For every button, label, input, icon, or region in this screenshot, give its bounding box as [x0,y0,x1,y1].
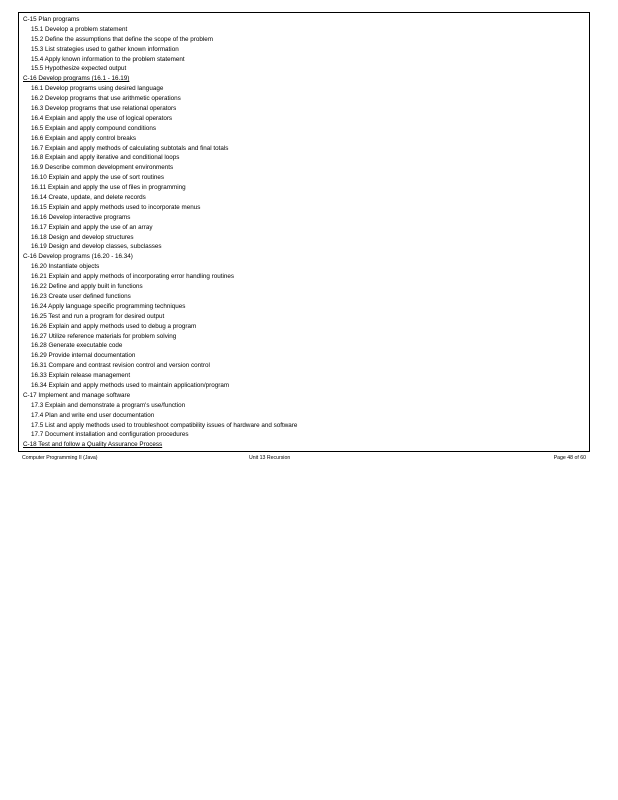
line-text: 16.25 Test and run a program for desired output [31,312,165,320]
competency-item [23,153,589,163]
line-text: 16.10 Explain and apply the use of sort routines [31,174,165,182]
competency-item [23,84,589,94]
competency-item [23,213,589,223]
footer-unit: Unit 13 Recursion [249,455,291,461]
competency-item [23,292,589,302]
line-text: 16.31 Compare and contrast revision control and version control [31,362,210,370]
line-text: 17.5 List and apply methods used to troubleshoot compatibility issues of hardware and software [31,421,298,429]
competency-item [23,401,589,411]
competency-item [23,144,589,154]
line-text: 16.20 Instantiate objects [31,263,100,271]
line-text: 16.26 Explain and apply methods used to debug a program [31,322,197,330]
competency-item [23,64,589,74]
line-text: 16.4 Explain and apply the use of logical operators [31,114,173,122]
competency-list-box [18,12,590,452]
competency-item [23,203,589,213]
competency-item [23,430,589,440]
line-text: C-16 Develop programs (16.1 - 16.19) [23,75,130,83]
line-text: 15.2 Define the assumptions that define the scope of the problem [31,35,214,43]
competency-item [23,312,589,322]
line-text: 17.3 Explain and demonstrate a program's use/function [31,401,186,409]
line-text: 16.8 Explain and apply iterative and conditional loops [31,154,180,162]
line-text: 15.1 Develop a problem statement [31,25,128,33]
competency-item [23,272,589,282]
competency-item [23,421,589,431]
competency-item [23,242,589,252]
competency-item [23,183,589,193]
page-footer [22,454,590,462]
line-text: 16.2 Develop programs that use arithmetic operations [31,95,181,103]
competency-item [23,124,589,134]
competency-item [23,94,589,104]
competency-item [23,45,589,55]
competency-heading [23,15,589,25]
line-text: 16.34 Explain and apply methods used to maintain application/program [31,381,230,389]
line-text: 16.1 Develop programs using desired language [31,85,164,93]
competency-heading [23,74,589,84]
line-text: 16.21 Explain and apply methods of incorporating error handling routines [31,273,235,281]
line-text: 16.14 Create, update, and delete records [31,194,146,202]
competency-item [23,262,589,272]
competency-item [23,341,589,351]
footer-course: Computer Programming II (Java) [22,455,98,461]
line-text: 16.18 Design and develop structures [31,233,134,241]
competency-item [23,173,589,183]
competency-item [23,381,589,391]
competency-item [23,35,589,45]
competency-item [23,163,589,173]
footer-page-number: Page 48 of 60 [553,455,586,461]
line-text: 17.7 Document installation and configuration procedures [31,431,189,439]
competency-item [23,223,589,233]
competency-heading [23,252,589,262]
competency-item [23,55,589,65]
line-text: C-18 Test and follow a Quality Assurance Process [23,441,163,449]
competency-item [23,233,589,243]
line-text: 16.22 Define and apply built in functions [31,283,143,291]
line-text: 16.5 Explain and apply compound conditions [31,124,156,132]
line-text: C-15 Plan programs [23,16,80,23]
line-text: 16.16 Develop interactive programs [31,213,131,221]
line-text: 17.4 Plan and write end user documentation [31,411,155,419]
competency-item [23,371,589,381]
competency-item [23,332,589,342]
line-text: 16.19 Design and develop classes, subclasses [31,243,162,251]
line-text: 16.6 Explain and apply control breaks [31,134,137,142]
line-text: 16.29 Provide internal documentation [31,352,136,360]
competency-list [23,15,589,450]
line-text: 16.9 Describe common development environments [31,164,174,172]
competency-item [23,302,589,312]
line-text: 16.24 Apply language specific programming techniques [31,302,186,310]
line-text: 16.27 Utilize reference materials for problem solving [31,332,177,340]
line-text: 15.5 Hypothesize expected output [31,65,127,73]
line-text: 16.7 Explain and apply methods of calculating subtotals and final totals [31,144,229,152]
line-text: 16.3 Develop programs that use relational operators [31,105,177,113]
line-text: 16.15 Explain and apply methods used to incorporate menus [31,203,201,211]
line-text: 15.4 Apply known information to the problem statement [31,55,185,63]
competency-heading [23,440,589,450]
competency-item [23,104,589,114]
line-text: 16.28 Generate executable code [31,342,123,350]
competency-item [23,193,589,203]
competency-heading [23,391,589,401]
line-text: 16.17 Explain and apply the use of an array [31,223,153,231]
line-text: 16.33 Explain release management [31,372,131,380]
competency-item [23,25,589,35]
line-text: C-16 Develop programs (16.20 - 16.34) [23,253,133,261]
competency-item [23,114,589,124]
line-text: C-17 Implement and manage software [23,391,131,399]
competency-item [23,411,589,421]
line-text: 16.23 Create user defined functions [31,292,131,300]
competency-item [23,282,589,292]
competency-item [23,351,589,361]
competency-item [23,361,589,371]
competency-item [23,322,589,332]
line-text: 15.3 List strategies used to gather known information [31,45,179,53]
competency-item [23,134,589,144]
line-text: 16.11 Explain and apply the use of files in programming [31,184,186,192]
